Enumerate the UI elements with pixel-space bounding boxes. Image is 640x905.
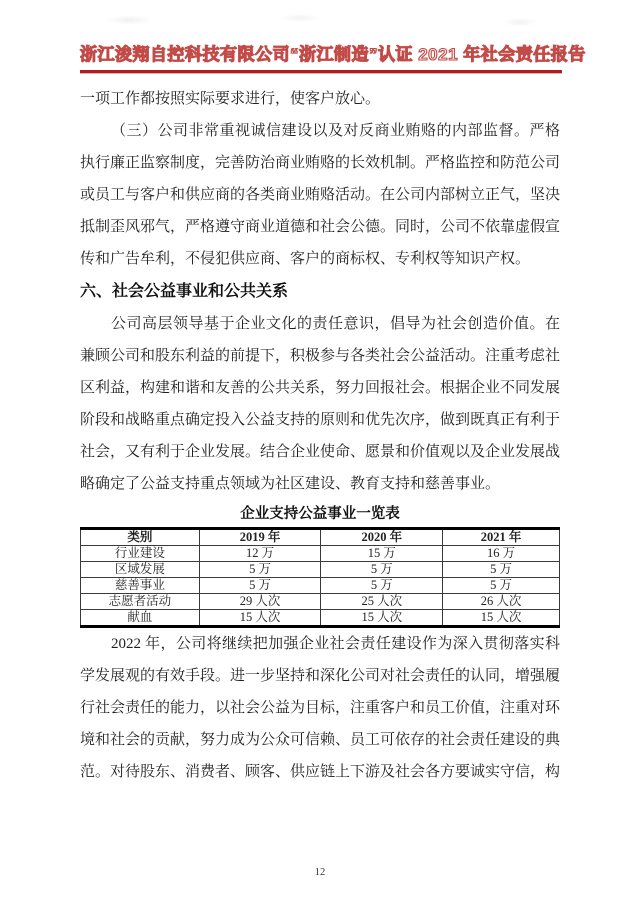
category-cell: 志愿者活动: [81, 594, 200, 610]
report-title: “浙江制造”认证 2021 年社会责任报告: [290, 45, 586, 64]
table-row: [81, 546, 560, 562]
value-cell: 15 人次: [199, 610, 321, 627]
value-cell: 5 万: [321, 578, 443, 594]
table-header-row: [81, 529, 560, 546]
value-cell: 5 万: [443, 578, 560, 594]
value-cell: 5 万: [321, 562, 443, 578]
footer-page-number: 12: [314, 867, 326, 878]
value-cell: 15 人次: [443, 610, 560, 627]
category-cell: 行业建设: [81, 546, 200, 562]
col-header-2019: 2019 年: [199, 529, 321, 546]
category-cell: 区域发展: [81, 562, 200, 578]
value-cell: 12 万: [199, 546, 321, 562]
section-heading: 六、社会公益事业和公共关系: [80, 283, 289, 300]
value-cell: 29 人次: [199, 594, 321, 610]
table-row: [81, 578, 560, 594]
value-cell: 16 万: [443, 546, 560, 562]
company-name: 浙江浚翔自控科技有限公司: [80, 45, 290, 64]
header-rule: [80, 70, 562, 73]
table-row: [81, 594, 560, 610]
body-paragraph-3: 公司高层领导基于企业文化的责任意识，倡导为社会创造价值。在兼顾公司和股东利益的前提下，积极参与各类社会公益活动。注重考虑社区利益，构建和谐和友善的公共关系，努力回报社会。根据企业不同发展阶段和战略重点确定投入公益支持的原则和优先次序，做到既真正有利于社会，又有利于企业发展。结合企业使命、愿景和价值观以及企业发展战略确定了公益支持重点领域为社区建设、教育支持和慈善事业。: [80, 316, 561, 492]
col-header-category: 类别: [81, 529, 200, 546]
page-header: [80, 40, 586, 65]
value-cell: 5 万: [199, 562, 321, 578]
category-cell: 慈善事业: [81, 578, 200, 594]
value-cell: 5 万: [443, 562, 560, 578]
body-paragraph-4: 2022 年，公司将继续把加强企业社会责任建设作为深入贯彻落实科学发展观的有效手段。进一步坚持和深化公司对社会责任的认同，增强履行社会责任的能力，以社会公益为目标，注重客户和员工价值，注重对环境和社会的贡献，努力成为公众可信赖、员工可依存的社会责任建设的典范。对待股东、消费者、顾客、供应链上下游及社会各方要诚实守信，构: [80, 636, 561, 780]
table-row: [81, 562, 560, 578]
col-header-2021: 2021 年: [443, 529, 560, 546]
body-paragraph-2: （三）公司非常重视诚信建设以及对反商业贿赂的内部监督。严格执行廉正监察制度，完善防治商业贿赂的长效机制。严格监控和防范公司或员工与客户和供应商的各类商业贿赂活动。在公司内部树立正气，坚决抵制歪风邪气，严格遵守商业道德和社会公德。同时，公司不依靠虚假宣传和广告牟利，不侵犯供应商、客户的商标权、专利权等知识产权。: [80, 123, 561, 267]
table-row: [81, 610, 560, 627]
value-cell: 25 人次: [321, 594, 443, 610]
value-cell: 5 万: [199, 578, 321, 594]
table-body: [81, 546, 560, 627]
table-title: 企业支持公益事业一览表: [240, 506, 400, 522]
value-cell: 26 人次: [443, 594, 560, 610]
value-cell: 15 万: [321, 546, 443, 562]
page-content: [80, 83, 560, 788]
category-cell: 献血: [81, 610, 200, 627]
body-paragraph-1: 一项工作都按照实际要求进行，使客户放心。: [80, 91, 381, 107]
col-header-2020: 2020 年: [321, 529, 443, 546]
value-cell: 15 人次: [321, 610, 443, 627]
charity-support-table: [80, 527, 560, 628]
